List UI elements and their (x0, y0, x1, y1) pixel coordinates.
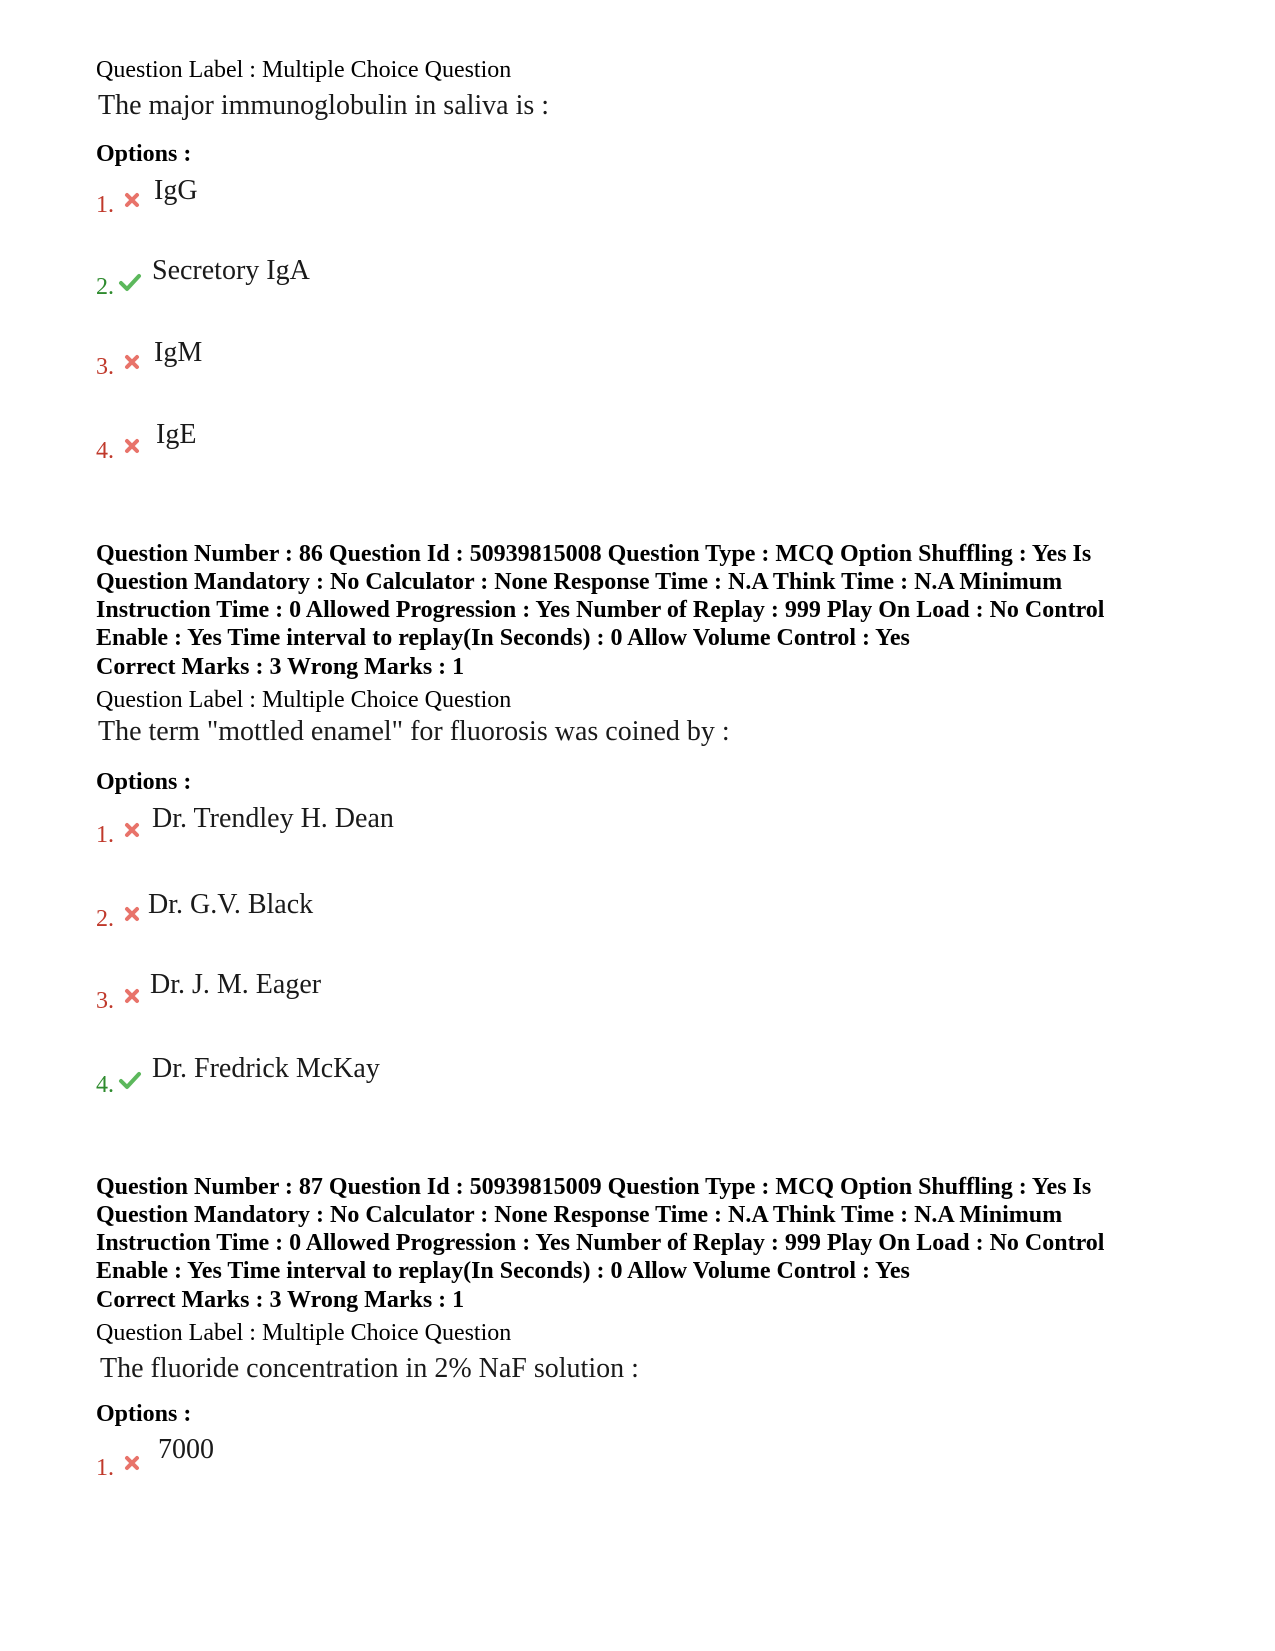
metadata-line: Question Mandatory : No Calculator : None Response Time : N.A Think Time : N.A Minimum (96, 569, 1063, 595)
option-text: Secretory IgA (152, 255, 310, 286)
option-1 (96, 1434, 696, 1481)
option-number: 3. (96, 354, 114, 380)
cross-mark-icon (122, 986, 142, 1006)
cross-mark-icon (122, 436, 142, 456)
option-text: Dr. G.V. Black (148, 889, 314, 920)
option-2 (96, 890, 696, 930)
metadata-line: Question Number : 87 Question Id : 50939815009 Question Type : MCQ Option Shuffling : Yes Is (96, 1174, 1092, 1200)
option-3 (96, 969, 696, 1014)
option-2 (96, 255, 696, 300)
question-text: The major immunoglobulin in saliva is : (98, 90, 550, 121)
option-text: Dr. Fredrick McKay (152, 1053, 380, 1084)
cross-mark-icon (122, 1453, 142, 1473)
option-number: 2. (96, 906, 114, 932)
question-label: Question Label : Multiple Choice Question (96, 687, 512, 713)
question-label: Question Label : Multiple Choice Question (96, 57, 512, 83)
option-text: IgG (154, 175, 198, 206)
option-number: 1. (96, 192, 114, 218)
metadata-line: Enable : Yes Time interval to replay(In Seconds) : 0 Allow Volume Control : Yes (96, 625, 910, 651)
options-heading: Options : (96, 1401, 192, 1427)
metadata-line: Question Number : 86 Question Id : 50939815008 Question Type : MCQ Option Shuffling : Yes Is (96, 541, 1092, 567)
option-text: Dr. J. M. Eager (150, 969, 322, 1000)
cross-mark-icon (122, 820, 142, 840)
check-mark-icon (118, 1070, 142, 1090)
option-number: 1. (96, 1455, 114, 1481)
option-1 (96, 803, 696, 848)
metadata-line: Enable : Yes Time interval to replay(In Seconds) : 0 Allow Volume Control : Yes (96, 1258, 910, 1284)
options-heading: Options : (96, 769, 192, 795)
option-1 (96, 176, 696, 216)
question-label: Question Label : Multiple Choice Question (96, 1320, 512, 1346)
question-metadata (96, 1173, 1196, 1285)
option-number: 3. (96, 988, 114, 1014)
metadata-line: Question Mandatory : No Calculator : None Response Time : N.A Think Time : N.A Minimum (96, 1202, 1063, 1228)
option-text: IgE (156, 419, 197, 450)
cross-mark-icon (122, 190, 142, 210)
check-mark-icon (118, 272, 142, 292)
option-number: 2. (96, 274, 114, 300)
question-text: The term "mottled enamel" for fluorosis was coined by : (98, 716, 730, 747)
option-text: 7000 (158, 1434, 214, 1465)
cross-mark-icon (122, 352, 142, 372)
question-marks: Correct Marks : 3 Wrong Marks : 1 (96, 654, 465, 680)
metadata-line: Instruction Time : 0 Allowed Progression : Yes Number of Replay : 999 Play On Load : No Control (96, 1230, 1105, 1256)
option-3 (96, 338, 696, 378)
option-number: 4. (96, 438, 114, 464)
option-text: IgM (154, 337, 203, 368)
cross-mark-icon (122, 904, 142, 924)
options-heading: Options : (96, 141, 192, 167)
option-number: 4. (96, 1072, 114, 1098)
question-metadata (96, 540, 1196, 652)
option-number: 1. (96, 822, 114, 848)
question-marks: Correct Marks : 3 Wrong Marks : 1 (96, 1287, 465, 1313)
metadata-line: Instruction Time : 0 Allowed Progression : Yes Number of Replay : 999 Play On Load : No Control (96, 597, 1105, 623)
option-4 (96, 419, 696, 464)
question-text: The fluoride concentration in 2% NaF solution : (100, 1353, 639, 1384)
option-text: Dr. Trendley H. Dean (152, 803, 394, 834)
option-4 (96, 1053, 696, 1098)
